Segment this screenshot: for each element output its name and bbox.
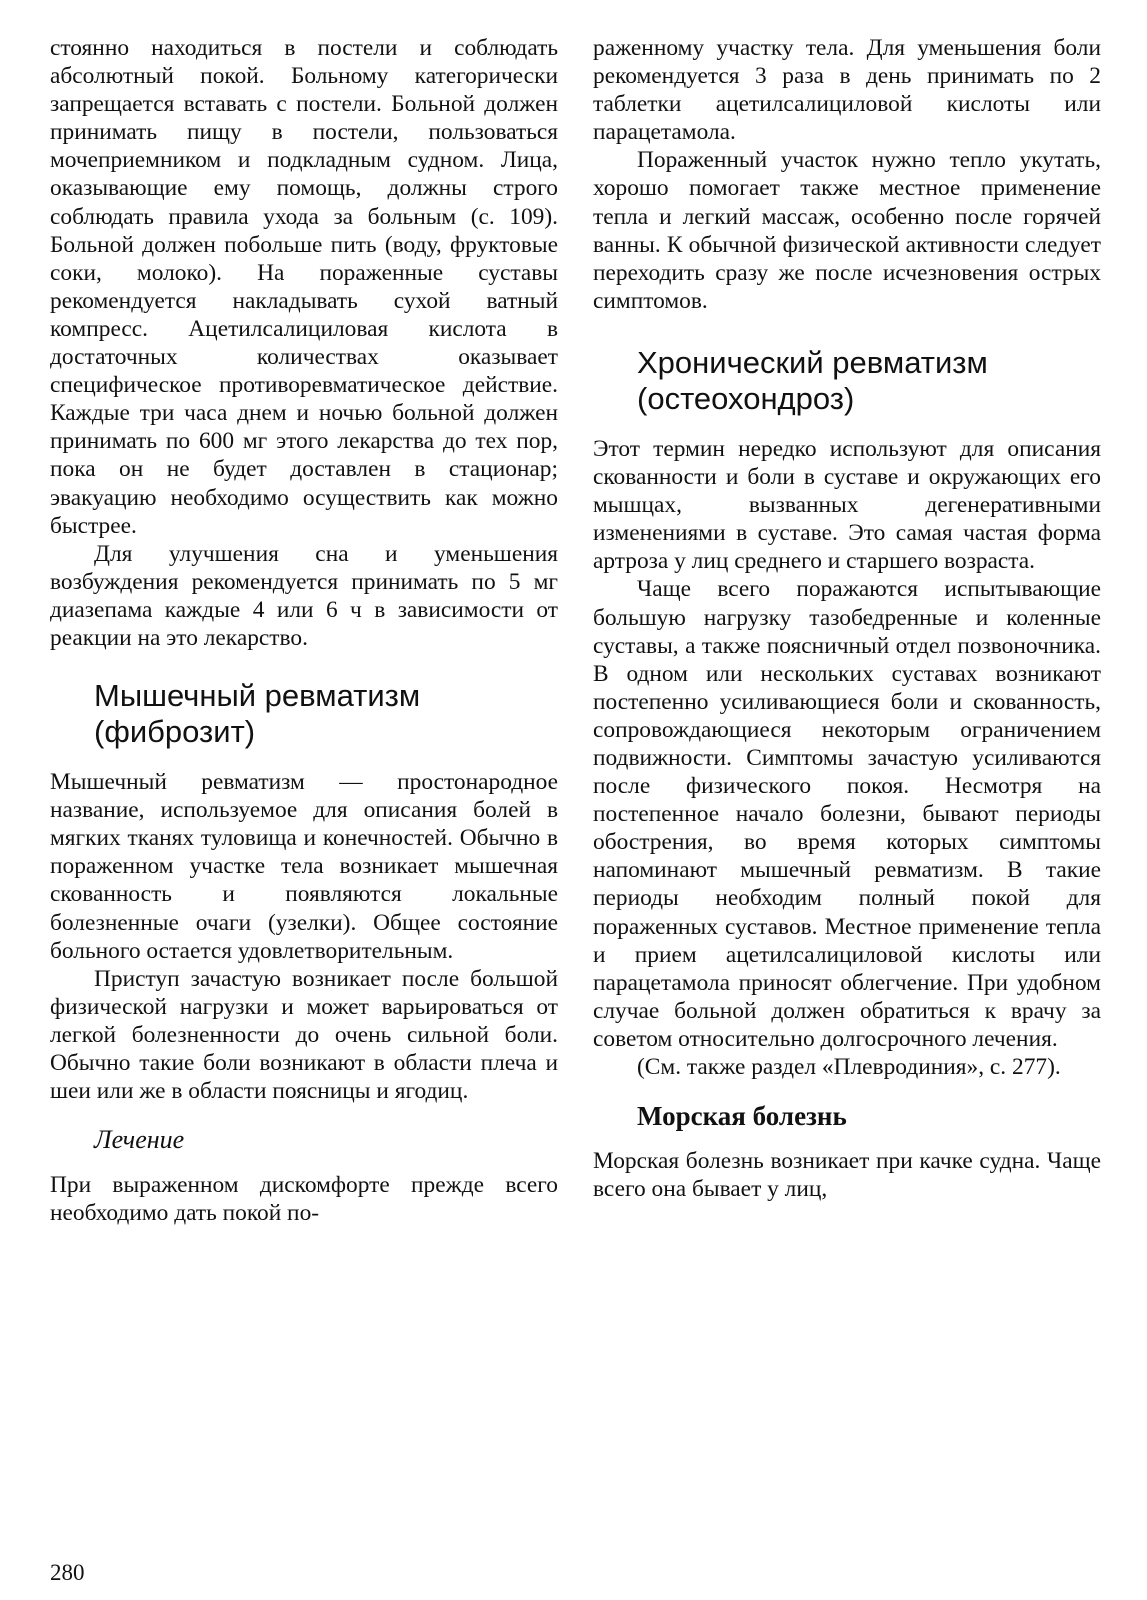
- spacer: [593, 1081, 1101, 1101]
- paragraph: Чаще всего поражаются испытывающие большую нагрузку тазобедренные и коленные суставы, а также поясничный отдел позвоночника. В одном или нескольких суставах возникают постепенно усиливающиеся боли и скованность, сопровождающиеся некоторым ограничением подвижности. Симптомы зачастую усиливаются после физического покоя. Несмотря на постепенное начало болезни, бывают периоды обострения, во время которых симптомы напоминают мышечный ревматизм. В такие периоды необходим полный покой для пораженных суставов. Местное применение тепла и прием ацетилсалициловой кислоты или парацетамола приносят облегчение. При удобном случае больной должен обратиться к врачу за советом относительно долгосрочного лечения.: [593, 576, 1101, 1052]
- section-heading-muscular-rheumatism: [50, 678, 558, 750]
- paragraph: Для улучшения сна и уменьшения возбуждения рекомендуется принимать по 5 мг диазепама каждые 4 или 6 ч в зависимости от реакции на это лекарство.: [50, 540, 558, 651]
- heading-line: (фиброзит): [94, 714, 256, 750]
- section-heading-chronic-rheumatism: [593, 345, 1101, 417]
- paragraph: При выраженном дискомфорте прежде всего необходимо дать покой по-: [50, 1172, 558, 1227]
- section-heading-seasickness: Морская болезнь: [637, 1101, 847, 1132]
- spacer: [593, 315, 1101, 345]
- left-column: [50, 34, 558, 1227]
- spacer: [50, 1105, 558, 1125]
- spacer: [50, 652, 558, 678]
- paragraph: Пораженный участок нужно тепло укутать, хорошо помогает также местное применение тепла и легкий массаж, особенно после горячей ванны. К обычной физической активности следует переходить сразу же после исчезновения острых симптомов.: [593, 147, 1101, 314]
- paragraph: Приступ зачастую возникает после большой физической нагрузки и может варьироваться от легкой болезненности до очень сильной боли. Обычно такие боли возникают в области плеча и шеи или же в области поясницы и ягодиц.: [50, 965, 558, 1105]
- heading-line: (остеохондроз): [637, 380, 855, 416]
- page-number: 280: [50, 1560, 85, 1585]
- paragraph: раженному участку тела. Для уменьшения боли рекомендуется 3 раза в день принимать по 2 таблетки ацетилсалициловой кислоты или парацетамола.: [593, 35, 1101, 146]
- paragraph: Этот термин нередко используют для описания скованности и боли в суставе и окружающих его мышцах, вызванных дегенеративными изменениями в суставе. Это самая частая форма артроза у лиц среднего и старшего возраста.: [593, 435, 1101, 575]
- paragraph: Морская болезнь возникает при качке судна. Чаще всего она бывает у лиц,: [593, 1148, 1101, 1203]
- paragraph: (См. также раздел «Плевродиния», с. 277).: [637, 1054, 1061, 1080]
- paragraph: стоянно находиться в постели и соблюдать абсолютный покой. Больному категорически запрещается вставать с постели. Больной должен принимать пищу в постели, пользоваться мочеприемником и подкладным судном. Лица, оказывающие ему помощь, должны строго соблюдать правила ухода за больным (с. 109). Больной должен побольше пить (воду, фруктовые соки, молоко). На пораженные суставы рекомендуется накладывать сухой ватный компресс. Ацетилсалициловая кислота в достаточных количествах оказывает специфическое противоревматическое действие. Каждые три часа днем и ночью больной должен принимать по 600 мг этого лекарства до тех пор, пока он не будет доставлен в стационар; эвакуацию необходимо осуществить как можно быстрее.: [50, 35, 558, 539]
- right-column: [593, 34, 1101, 1203]
- subheading-treatment: Лечение: [94, 1125, 185, 1155]
- paragraph: Мышечный ревматизм — простонародное название, используемое для описания болей в мягких тканях туловища и конечностей. Обычно в пораженном участке тела возникает мышечная скованность и появляются локальные болезненные очаги (узелки). Общее состояние больного остается удовлетворительным.: [50, 769, 558, 964]
- heading-line: Хронический ревматизм: [637, 344, 988, 380]
- heading-line: Мышечный ревматизм: [94, 678, 421, 714]
